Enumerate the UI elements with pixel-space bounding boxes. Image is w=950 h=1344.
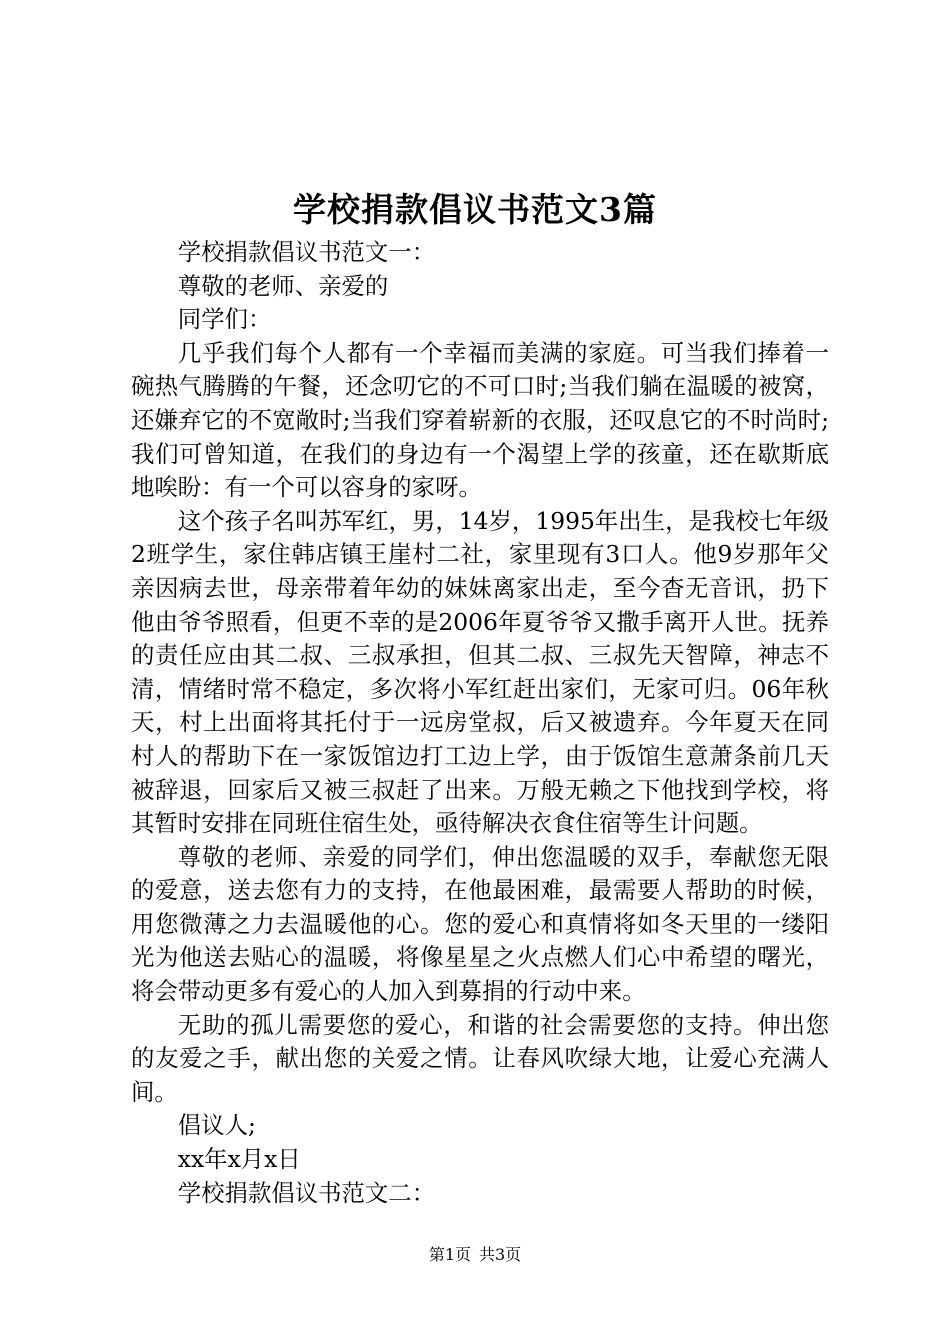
section-heading-two: 学校捐款倡议书范文二： [177,1178,436,1207]
document-body [131,236,829,1210]
page-number: 第1页 [428,1245,471,1264]
page-footer [0,1243,950,1267]
body-paragraph: 几乎我们每个人都有一个幸福而美满的家庭。可当我们捧着一碗热气腾腾的午餐，还念叨它的不可口时;当我们躺在温暖的被窝，还嫌弃它的不宽敞时;当我们穿着崭新的衣服，还叹息它的不时尚时;我们可曾知道，在我们的身边有一个渴望上学的孩童，还在歇斯底地唉盼：有一个可以容身的家呀。 [131,338,829,502]
signature-line: 倡议人; [177,1111,256,1140]
salutation-line: 尊敬的老师、亲爱的 [177,271,389,300]
section-heading-one: 学校捐款倡议书范文一： [177,238,436,266]
body-paragraph: 尊敬的老师、亲爱的同学们，伸出您温暖的双手，奉献您无限的爱意，送去您有力的支持，在他最困难，最需要人帮助的时候，用您微薄之力去温暖他的心。您的爱心和真情将如冬天里的一缕阳光为他送去贴心的温暖，将像星星之火点燃人们心中希望的曙光，将会带动更多有爱心的人加入到募捐的行动中来。 [131,842,829,1006]
date-line: xx年x月x日 [177,1145,301,1174]
document-title: 学校捐款倡议书范文3篇 [293,190,657,229]
salutation-line-continued: 同学们： [177,305,272,334]
body-paragraph: 无助的孤儿需要您的爱心，和谐的社会需要您的支持。伸出您的友爱之手，献出您的关爱之情。让春风吹绿大地，让爱心充满人间。 [131,1010,829,1106]
page-total: 共3页 [479,1245,522,1264]
body-paragraph: 这个孩子名叫苏军红，男，14岁，1995年出生，是我校七年级2班学生，家住韩店镇王崖村二社，家里现有3口人。他9岁那年父亲因病去世，母亲带着年幼的妹妹离家出走，至今杳无音讯，扔下他由爷爷照看，但更不幸的是2006年夏爷爷又撒手离开人世。抚养的责任应由其二叔、三叔承担，但其二叔、三叔先天智障，神志不清，情绪时常不稳定，多次将小军红赶出家们，无家可归。06年秋天，村上出面将其托付于一远房堂叔，后又被遗弃。今年夏天在同村人的帮助下在一家饭馆边打工边上学，由于饭馆生意萧条前几天被辞退，回家后又被三叔赶了出来。万般无赖之下他找到学校，将其暂时安排在同班住宿生处，亟待解决衣食住宿等生计问题。 [131,506,829,838]
